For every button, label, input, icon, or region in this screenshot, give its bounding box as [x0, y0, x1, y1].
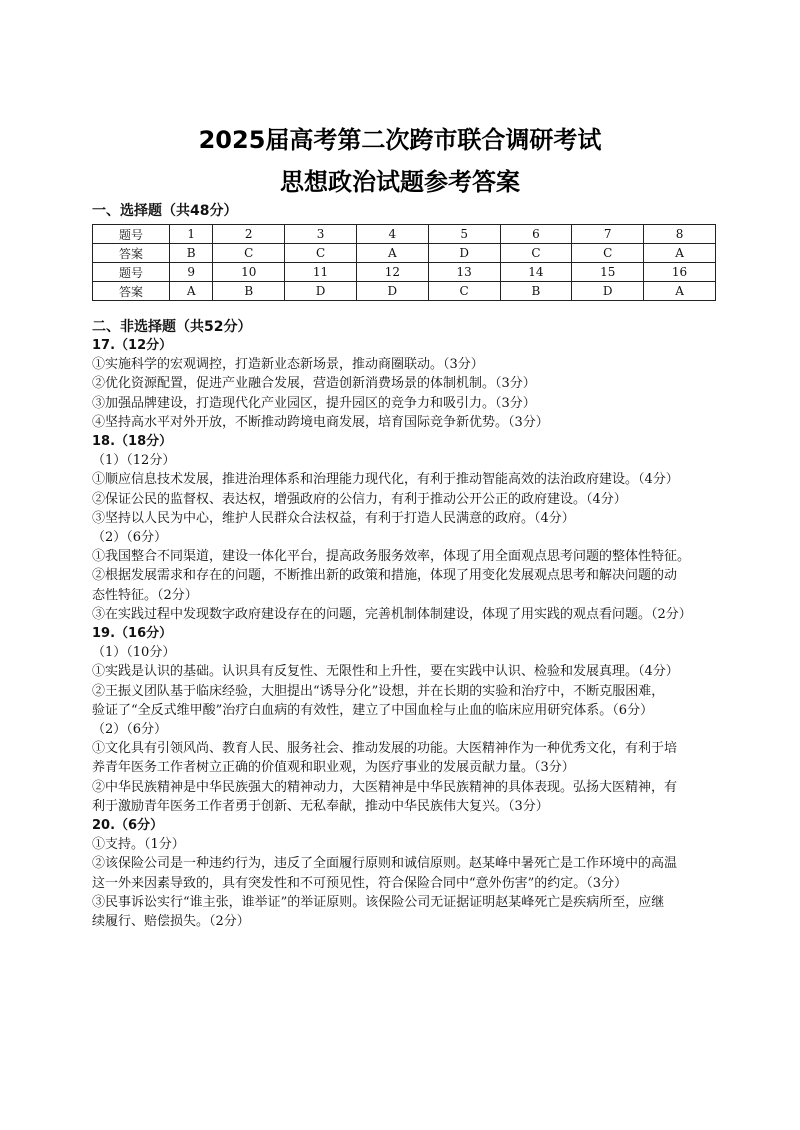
table-cell: 5: [428, 225, 500, 244]
table-row: [93, 263, 716, 282]
table-cell: 6: [500, 225, 572, 244]
table-cell: 2: [213, 225, 285, 244]
answer-line: ①支持。（1分）: [92, 837, 185, 853]
question-heading: 18.（18分）: [92, 434, 173, 450]
table-cell: B: [170, 244, 213, 263]
answer-line: 利于激励青年医务工作者勇于创新、无私奉献，推动中华民族伟大复兴。（3分）: [92, 798, 549, 814]
answer-line: ②根据发展需求和存在的问题，不断推出新的政策和措施，体现了用变化发展观点思考和解决问题的动: [92, 568, 678, 584]
table-cell: B: [213, 282, 285, 301]
table-cell: A: [170, 282, 213, 301]
table-cell: 11: [285, 263, 357, 282]
sub-question: （2）（6分）: [92, 530, 168, 546]
table-cell: 1: [170, 225, 213, 244]
table-cell: 9: [170, 263, 213, 282]
sub-question: （1）（10分）: [92, 645, 176, 661]
table-cell: C: [213, 244, 285, 263]
page-subtitle: 思想政治试题参考答案: [280, 168, 520, 196]
section1-heading: 一、选择题（共48分）: [92, 203, 238, 219]
table-cell: 8: [644, 225, 716, 244]
answer-line: 续履行、赔偿损失。（2分）: [92, 914, 250, 930]
row-label: 答案: [93, 282, 170, 301]
table-cell: 13: [428, 263, 500, 282]
question-heading: 19.（16分）: [92, 626, 173, 642]
answer-line: 养青年医务工作者树立正确的价值观和职业观，为医疗事业的发展贡献力量。（3分）: [92, 760, 575, 776]
answer-line: ②该保险公司是一种违约行为，违反了全面履行原则和诚信原则。赵某峰中暑死亡是工作环境中的高温: [92, 856, 678, 872]
answer-line: ①实践是认识的基础。认识具有反复性、无限性和上升性，要在实践中认识、检验和发展真理。（4分）: [92, 664, 679, 680]
answer-line: ②保证公民的监督权、表达权，增强政府的公信力，有利于推动公开公正的政府建设。（4分）: [92, 491, 627, 507]
table-cell: A: [356, 244, 428, 263]
answer-line: ②优化资源配置，促进产业融合发展，营造创新消费场景的体制机制。（3分）: [92, 376, 536, 392]
row-label: 答案: [93, 244, 170, 263]
section2-heading: 二、非选择题（共52分）: [92, 319, 252, 335]
table-cell: D: [356, 282, 428, 301]
answer-table: [92, 224, 716, 301]
table-cell: D: [285, 282, 357, 301]
table-cell: C: [500, 244, 572, 263]
table-cell: B: [500, 282, 572, 301]
question-heading: 20.（6分）: [92, 818, 164, 834]
answer-line: 这一外来因素导致的，具有突发性和不可预见性，符合保险合同中“意外伤害”的约定。（3分）: [92, 875, 628, 891]
table-cell: 14: [500, 263, 572, 282]
answer-line: ④坚持高水平对外开放，不断推动跨境电商发展，培育国际竞争新优势。（3分）: [92, 414, 549, 430]
sub-question: （1）（12分）: [92, 453, 176, 469]
table-cell: A: [644, 244, 716, 263]
answer-line: ③坚持以人民为中心，维护人民群众合法权益，有利于打造人民满意的政府。（4分）: [92, 510, 575, 526]
answer-body: [92, 336, 722, 931]
answer-line: 态性特征。（2分）: [92, 587, 198, 603]
table-cell: 3: [285, 225, 357, 244]
table-row: [93, 225, 716, 244]
row-label: 题号: [93, 263, 170, 282]
table-cell: C: [572, 244, 644, 263]
sub-question: （2）（6分）: [92, 722, 168, 738]
table-cell: C: [428, 282, 500, 301]
table-cell: 16: [644, 263, 716, 282]
answer-line: ①顺应信息技术发展，推进治理体系和治理能力现代化，有利于推动智能高效的法治政府建设。（4分）: [92, 472, 679, 488]
answer-line: ①我国整合不同渠道，建设一体化平台，提高政务服务效率，体现了用全面观点思考问题的整体性特征。: [92, 549, 691, 565]
answer-line: ③民事诉讼实行“谁主张，谁举证”的举证原则。该保险公司无证据证明赵某峰死亡是疾病所至，应继: [92, 894, 665, 910]
table-cell: 15: [572, 263, 644, 282]
table-cell: 10: [213, 263, 285, 282]
table-cell: D: [428, 244, 500, 263]
answer-line: 验证了“全反式维甲酸”治疗白血病的有效性，建立了中国血栓与止血的临床应用研究体系。（6分）: [92, 702, 654, 718]
page-title: 2025届高考第二次跨市联合调研考试: [198, 126, 602, 154]
table-row: [93, 244, 716, 263]
table-cell: C: [285, 244, 357, 263]
row-label: 题号: [93, 225, 170, 244]
answer-line: ①文化具有引领风尚、教育人民、服务社会、推动发展的功能。大医精神作为一种优秀文化，有利于培: [92, 741, 678, 757]
answer-line: ③在实践过程中发现数字政府建设存在的问题，完善机制体制建设，体现了用实践的观点看问题。（2分）: [92, 606, 692, 622]
table-row: [93, 282, 716, 301]
answer-line: ①实施科学的宏观调控，打造新业态新场景，推动商圈联动。（3分）: [92, 357, 484, 373]
answer-line: ③加强品牌建设，打造现代化产业园区，提升园区的竞争力和吸引力。（3分）: [92, 395, 536, 411]
answer-line: ②中华民族精神是中华民族强大的精神动力，大医精神是中华民族精神的具体表现。弘扬大医精神，有: [92, 779, 678, 795]
table-cell: A: [644, 282, 716, 301]
question-heading: 17.（12分）: [92, 338, 173, 353]
table-cell: D: [572, 282, 644, 301]
table-cell: 12: [356, 263, 428, 282]
answer-line: ②王振义团队基于临床经验，大胆提出“诱导分化”设想，并在长期的实验和治疗中，不断克服困难，: [92, 683, 665, 699]
table-cell: 4: [356, 225, 428, 244]
table-cell: 7: [572, 225, 644, 244]
